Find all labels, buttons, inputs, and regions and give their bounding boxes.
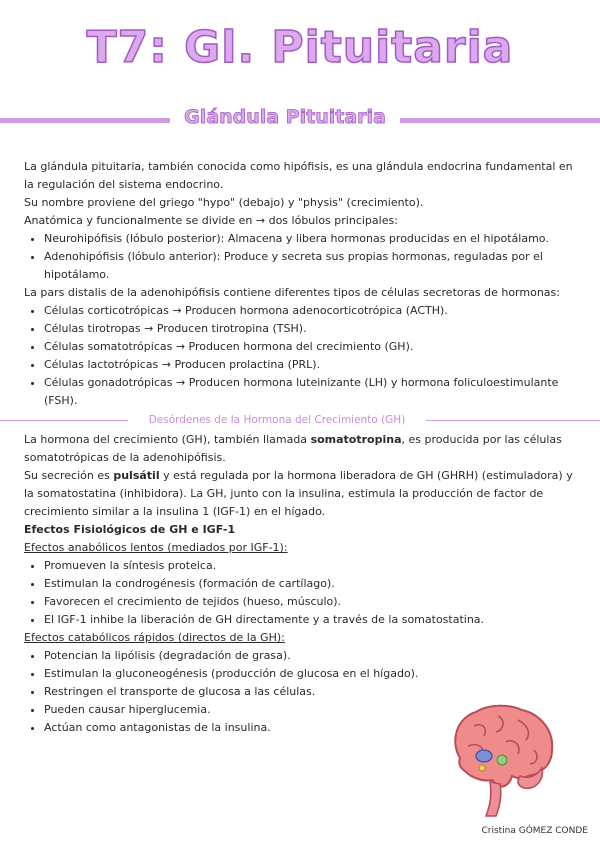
list-item: • Potencian la lipólisis (degradación de grasa).: [44, 647, 584, 665]
list-item: • Adenohipófisis (lóbulo anterior): Produce y secreta sus propias hormonas, reguladas por el hipotálamo.: [44, 248, 584, 284]
list-item: • Estimulan la condrogénesis (formación de cartílago).: [44, 575, 584, 593]
section-heading-pituitaria: Glándula Pituitaria: [184, 106, 386, 128]
section-heading-row: [0, 106, 600, 134]
text-run: La hormona del crecimiento (GH), también llamada: [24, 433, 311, 446]
list-item: • Neurohipófisis (lóbulo posterior): Almacena y libera hormonas producidas en el hipotálamo.: [44, 230, 584, 248]
paragraph: La pars distalis de la adenohipófisis contiene diferentes tipos de células secretoras de hormonas:: [24, 286, 560, 299]
anabolic-list: [24, 557, 584, 629]
bold-term: pulsátil: [113, 469, 160, 482]
list-item: • Favorecen el crecimiento de tejidos (hueso, músculo).: [44, 593, 584, 611]
anabolic-title: Efectos anabólicos lentos (mediados por IGF-1):: [24, 541, 288, 554]
bold-term: somatotropina: [310, 433, 402, 446]
page-title: T7: Gl. Pituitaria: [86, 22, 514, 73]
list-item: • El IGF-1 inhibe la liberación de GH directamente y a través de la somatostatina.: [44, 611, 584, 629]
list-item: • Restringen el transporte de glucosa a las células.: [44, 683, 584, 701]
list-item: • Células gonadotrópicas → Producen hormona luteinizante (LH) y hormona foliculoestimulante (FSH).: [44, 374, 584, 410]
list-item: • Células tirotropas → Producen tirotropina (TSH).: [44, 320, 584, 338]
effects-title: Efectos Fisiológicos de GH e IGF-1: [24, 523, 236, 536]
list-item: • Estimulan la gluconeogénesis (producción de glucosa en el hígado).: [44, 665, 584, 683]
divider-line-right: [426, 420, 600, 421]
catabolic-title: Efectos catabólicos rápidos (directos de la GH):: [24, 631, 285, 644]
text-run: , es producida por las células somatotrópicas de la adenohipófisis.: [24, 433, 562, 464]
paragraph: [24, 431, 584, 467]
list-item: • Promueven la síntesis proteica.: [44, 557, 584, 575]
list-item: • Pueden causar hiperglucemia.: [44, 701, 584, 719]
paragraph: Anatómica y funcionalmente se divide en → dos lóbulos principales:: [24, 214, 398, 227]
text-run: Su secreción es: [24, 469, 114, 482]
cells-list: [24, 302, 584, 410]
section-divider: [0, 411, 600, 429]
section-heading-gh: Desórdenes de la Hormona del Crecimiento (GH): [148, 414, 406, 426]
paragraph: Su nombre proviene del griego "hypo" (debajo) y "physis" (crecimiento).: [24, 196, 424, 209]
list-item: • Actúan como antagonistas de la insulina.: [44, 719, 584, 737]
list-item: • Células corticotrópicas → Producen hormona adenocorticotrópica (ACTH).: [44, 302, 584, 320]
heading-bar-left: [0, 118, 170, 123]
brain-icon: [446, 702, 558, 820]
author: Cristina GÓMEZ CONDE: [481, 826, 588, 836]
list-item: • Células lactotrópicas → Producen prolactina (PRL).: [44, 356, 584, 374]
list-item: • Células somatotrópicas → Producen hormona del crecimiento (GH).: [44, 338, 584, 356]
heading-bar-right: [400, 118, 600, 123]
lobes-list: [24, 230, 584, 284]
paragraph: La glándula pituitaria, también conocida como hipófisis, es una glándula endocrina fundamental en la regulación del sistema endocrino.: [24, 160, 573, 191]
paragraph: [24, 467, 584, 521]
text-run: y está regulada por la hormona liberadora de GH (GHRH) (estimuladora) y la somatostatina (inhibidora). La GH, junto con la insulina, estimula la producción de factor de crecimiento similar a la insulina 1 (IGF-1) en el hígado.: [24, 469, 573, 518]
content: [24, 158, 584, 737]
divider-line-left: [0, 420, 128, 421]
